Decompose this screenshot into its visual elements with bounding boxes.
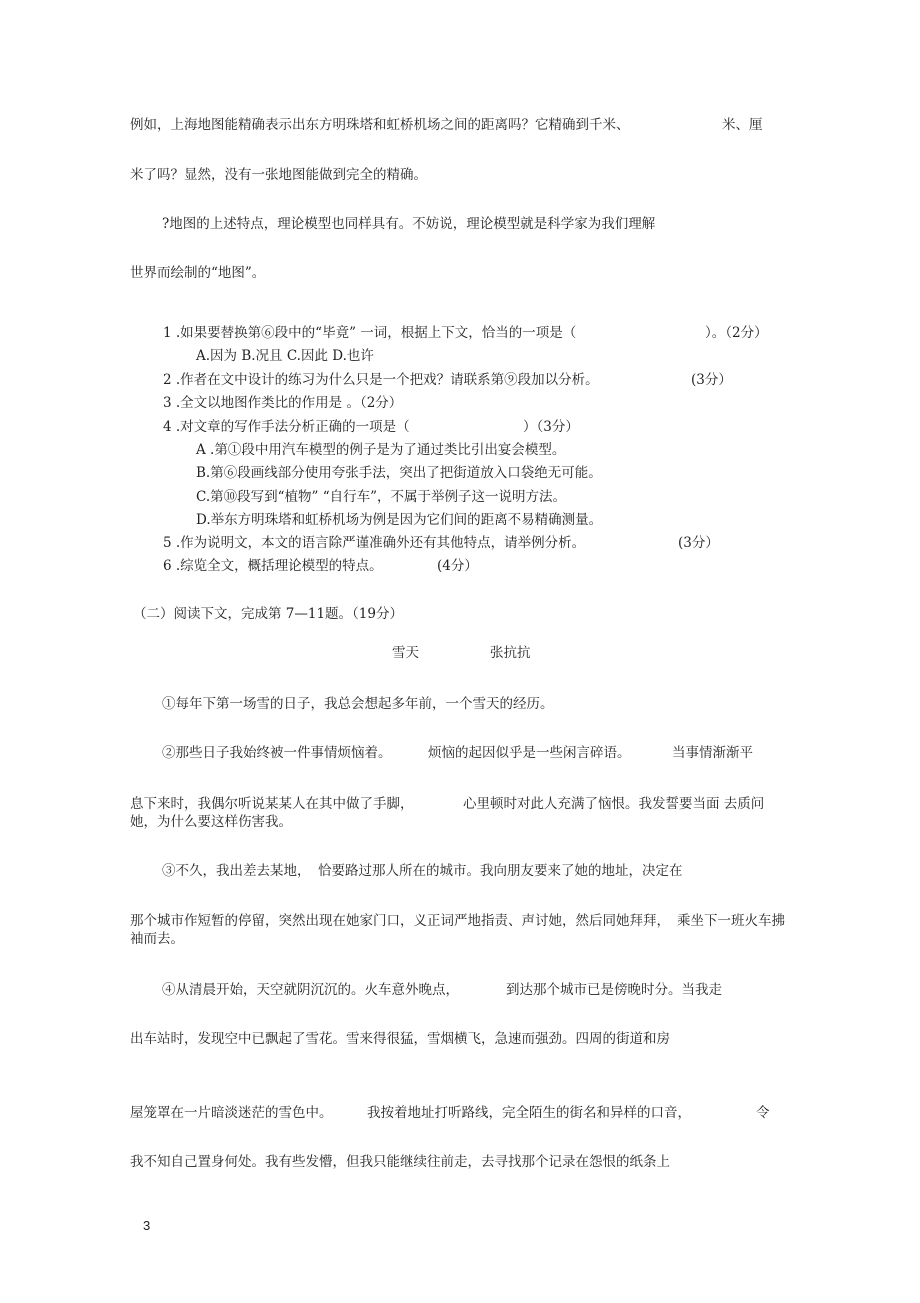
paragraph-line: 乘坐下一班火车拂 <box>677 913 785 929</box>
paragraph-line: 到达那个城市已是傍晚时分。当我走 <box>506 982 722 998</box>
question-1-options: A.因为 B.况且 C.因此 D.也许 <box>196 348 374 364</box>
passage-title: 雪天 <box>392 645 419 661</box>
paragraph-line: 心里顿时对此人充满了恼恨。我发誓要当面 去质问 <box>463 796 765 812</box>
paragraph-line: 恰要路过那人所在的城市。我向朋友要来了她的地址，决定在 <box>318 863 683 879</box>
question-4-option-b: B.第⑥段画线部分使用夸张手法，突出了把街道放入口袋绝无可能。 <box>196 465 602 481</box>
paragraph-line: ③不久，我出差去某地， <box>162 863 311 879</box>
question-1-score: ）。（2分） <box>705 325 768 341</box>
paragraph-line: ?地图的上述特点，理论模型也同样具有。不妨说，理论模型就是科学家为我们理解 <box>162 216 656 232</box>
question-4-score: ）（3分） <box>523 419 579 435</box>
paragraph-line: 米、厘 <box>722 117 763 133</box>
passage-author: 张抗抗 <box>490 645 531 661</box>
paragraph-line: 息下来时，我偶尔听说某某人在其中做了手脚， <box>130 796 414 812</box>
question-2-score: (3分） <box>691 372 732 388</box>
paragraph-line: 她，为什么要这样伤害我。 <box>130 814 292 830</box>
paragraph-line: 那个城市作短暂的停留，突然出现在她家门口，义正词严地指责、声讨她，然后同她拜拜， <box>130 913 670 929</box>
section-heading: （二）阅读下文，完成第 7—11题。（19分） <box>133 606 403 622</box>
paragraph-line: ②那些日子我始终被一件事情烦恼着。 <box>162 745 392 761</box>
paragraph-line: 屋笼罩在一片暗淡迷茫的雪色中。 <box>130 1105 333 1121</box>
question-5: 5 .作为说明文，本文的语言除严谨准确外还有其他特点，请举例分析。 <box>163 535 586 551</box>
question-3: 3 .全文以地图作类比的作用是 。（2分） <box>163 395 403 411</box>
paragraph-line: 我按着地址打听路线，完全陌生的街名和异样的口音， <box>367 1105 691 1121</box>
paragraph-line: 袖而去。 <box>130 931 184 947</box>
paragraph-line: 世界而绘制的“地图”。 <box>130 265 266 281</box>
paragraph-line: 出车站时，发现空中已飘起了雪花。雪来得很猛，雪烟横飞，急速而强劲。四周的街道和房 <box>130 1031 670 1047</box>
question-4-option-d: D.举东方明珠塔和虹桥机场为例是因为它们间的距离不易精确测量。 <box>196 512 603 528</box>
question-6-score: (4分） <box>437 558 478 574</box>
question-4: 4 .对文章的写作手法分析正确的一项是（ <box>163 419 410 435</box>
question-2: 2 .作者在文中设计的练习为什么只是一个把戏？请联系第⑨段加以分析。 <box>163 372 599 388</box>
paragraph-line: 我不知自己置身何处。我有些发懵，但我只能继续往前走，去寻找那个记录在怨恨的纸条上 <box>130 1154 670 1170</box>
question-4-option-a: A .第①段中用汽车模型的例子是为了通过类比引出宴会模型。 <box>196 442 566 458</box>
question-6: 6 .综览全文，概括理论模型的特点。 <box>163 558 383 574</box>
paragraph-line: 烦恼的起因似乎是一些闲言碎语。 <box>428 745 631 761</box>
paragraph-line: 令 <box>756 1105 770 1121</box>
paragraph-line: ①每年下第一场雪的日子，我总会想起多年前，一个雪天的经历。 <box>162 696 554 712</box>
paragraph-line: 例如，上海地图能精确表示出东方明珠塔和虹桥机场之间的距离吗？它精确到千米、 <box>130 117 630 133</box>
paragraph-line: 米了吗？显然，没有一张地图能做到完全的精确。 <box>130 167 427 183</box>
page-number: 3 <box>143 1218 151 1233</box>
paragraph-line: ④从清晨开始，天空就阴沉沉的。火车意外晚点， <box>162 982 459 998</box>
question-1: 1 .如果要替换第⑥段中的“毕竟” 一词，根据上下文，恰当的一项是（ <box>163 325 577 341</box>
paragraph-line: 当事情渐渐平 <box>672 745 753 761</box>
question-5-score: (3分） <box>678 535 719 551</box>
question-4-option-c: C.第⑩段写到“植物” “自行车”，不属于举例子这一说明方法。 <box>196 489 567 505</box>
